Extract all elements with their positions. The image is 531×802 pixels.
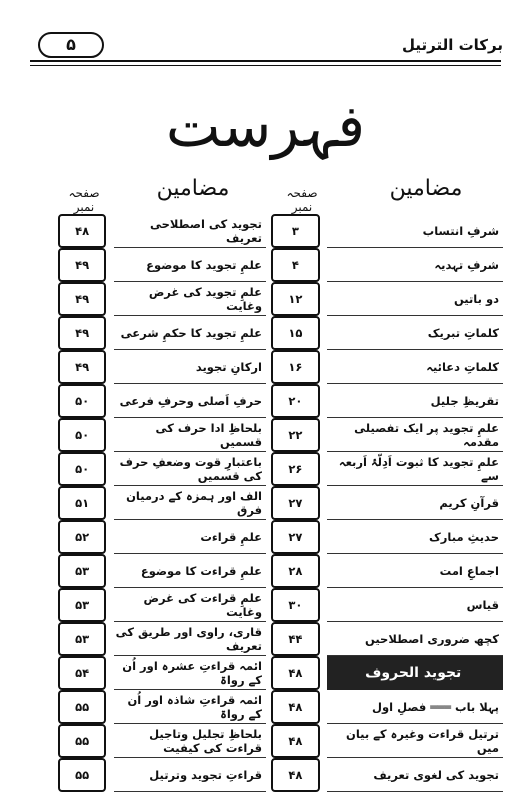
left-topics-heading: مضامین xyxy=(156,176,230,201)
toc-row xyxy=(271,758,503,792)
toc-row xyxy=(58,418,266,452)
toc-topic: قرآنِ کریم xyxy=(327,486,503,520)
row-gap xyxy=(320,350,328,384)
toc-topic: شرفِ انتساب xyxy=(327,214,503,248)
toc-page-number: ۵۰ xyxy=(58,384,106,418)
toc-row xyxy=(58,350,266,384)
toc-topic: حرفِ اَصلی وحرفِ فرعی xyxy=(114,384,266,418)
toc-topic: علمِ قراءت کا موضوع xyxy=(114,554,266,588)
toc-row xyxy=(58,690,266,724)
toc-topic: کلماتِ دعائیہ xyxy=(327,350,503,384)
toc-row xyxy=(58,554,266,588)
toc-row xyxy=(271,486,503,520)
toc-topic: ارکانِ تجوید xyxy=(114,350,266,384)
toc-topic: شرفِ تہدیہ xyxy=(327,248,503,282)
toc-row xyxy=(271,656,503,690)
toc-page-number: ۲۷ xyxy=(271,486,320,520)
row-gap xyxy=(320,520,328,554)
toc-row xyxy=(58,724,266,758)
toc-row xyxy=(271,452,503,486)
row-gap xyxy=(106,418,114,452)
toc-page-number: ۴ xyxy=(271,248,320,282)
row-gap xyxy=(106,588,114,622)
toc-row xyxy=(271,316,503,350)
page-title: فہرست xyxy=(165,92,366,160)
toc-topic: اجماعِ امت xyxy=(327,554,503,588)
toc-topic: دو باتیں xyxy=(327,282,503,316)
toc-page-number: ۵۳ xyxy=(58,622,106,656)
toc-page-number: ۲۶ xyxy=(271,452,320,486)
toc-row xyxy=(58,520,266,554)
toc-row xyxy=(58,248,266,282)
toc-row xyxy=(58,622,266,656)
row-gap xyxy=(320,384,328,418)
toc-page-number: ۴۸ xyxy=(271,724,320,758)
toc-page-number: ۱۶ xyxy=(271,350,320,384)
toc-topic: علمِ قراءت کی غرض وغایت xyxy=(114,588,266,622)
toc-topic: علمِ تجوید کا حکمِ شرعی xyxy=(114,316,266,350)
toc-row xyxy=(271,282,503,316)
toc-topic: باعتبارِ قوت وضعفِ حرف کی قسمیں xyxy=(114,452,266,486)
row-gap xyxy=(320,248,328,282)
toc-topic: قراءتِ تجوید وترتیل xyxy=(114,758,266,792)
row-gap xyxy=(106,520,114,554)
toc-topic: بلحاظِ تجلیل وتاجیل قراءت کی کیفیت xyxy=(114,724,266,758)
row-gap xyxy=(320,724,328,758)
toc-page-number: ۴۹ xyxy=(58,350,106,384)
toc-page-number: ۴۸ xyxy=(271,656,320,690)
toc-page-number: ۲۲ xyxy=(271,418,320,452)
toc-row xyxy=(58,214,266,248)
toc-row xyxy=(271,520,503,554)
toc-page-number: ۲۷ xyxy=(271,520,320,554)
toc-row xyxy=(271,214,503,248)
row-gap xyxy=(106,622,114,656)
toc-page-number: ۱۲ xyxy=(271,282,320,316)
left-toc-table xyxy=(58,214,266,792)
toc-page-number: ۴۸ xyxy=(271,758,320,792)
toc-topic: قاری، راوی اور طریق کی تعریف xyxy=(114,622,266,656)
row-gap xyxy=(320,622,328,656)
toc-row xyxy=(271,554,503,588)
toc-topic: کچھ ضروری اصطلاحیں xyxy=(327,622,503,656)
toc-topic: کلماتِ تبریک xyxy=(327,316,503,350)
row-gap xyxy=(106,758,114,792)
toc-topic: علمِ تجوید پر ایک تفصیلی مقدمہ xyxy=(327,418,503,452)
toc-page-number: ۵۲ xyxy=(58,520,106,554)
toc-page-number: ۴۹ xyxy=(58,316,106,350)
row-gap xyxy=(106,316,114,350)
toc-page-number: ۵۵ xyxy=(58,690,106,724)
toc-row xyxy=(271,418,503,452)
toc-topic: علمِ تجوید کا موضوع xyxy=(114,248,266,282)
toc-topic: ائمہ قراءتِ عشرہ اور اُن کے رواۃ xyxy=(114,656,266,690)
toc-page-number: ۴۹ xyxy=(58,248,106,282)
row-gap xyxy=(320,282,328,316)
toc-topic: علمِ تجوید کی غرض وغایت xyxy=(114,282,266,316)
toc-page-number: ۴۸ xyxy=(271,690,320,724)
left-page-heading: صفحہ نمبر xyxy=(68,186,100,214)
toc-page-number: ۲۸ xyxy=(271,554,320,588)
toc-row xyxy=(58,384,266,418)
toc-page-number: ۵۴ xyxy=(58,656,106,690)
toc-page-number: ۵۳ xyxy=(58,554,106,588)
row-gap xyxy=(320,758,328,792)
toc-row xyxy=(58,588,266,622)
toc-row xyxy=(58,452,266,486)
toc-page-number: ۴۹ xyxy=(58,282,106,316)
toc-row xyxy=(271,384,503,418)
row-gap xyxy=(106,350,114,384)
toc-page-number: ۵۵ xyxy=(58,758,106,792)
toc-row xyxy=(58,316,266,350)
toc-page-number: ۵۰ xyxy=(58,452,106,486)
toc-row xyxy=(58,282,266,316)
row-gap xyxy=(320,656,328,690)
toc-topic: علمِ تجوید کا ثبوت اَدِلّۂ اَربعہ سے xyxy=(327,452,503,486)
toc-topic: بلحاظِ ادا حرف کی قسمیں xyxy=(114,418,266,452)
header-rule xyxy=(30,60,501,66)
toc-page-number: ۲۰ xyxy=(271,384,320,418)
page-header xyxy=(0,0,531,62)
toc-topic: علمِ قراءت xyxy=(114,520,266,554)
toc-topic: تجوید کی اصطلاحی تعریف xyxy=(114,214,266,248)
row-gap xyxy=(106,384,114,418)
toc-row xyxy=(58,486,266,520)
page-number-badge: ۵ xyxy=(38,32,104,58)
toc-topic: پہلا باب ═══ فصلِ اول xyxy=(327,690,503,724)
toc-page-number: ۴۸ xyxy=(58,214,106,248)
right-page-heading: صفحہ نمبر xyxy=(286,186,318,214)
toc-topic: حدیثِ مبارک xyxy=(327,520,503,554)
toc-row xyxy=(271,350,503,384)
toc-row xyxy=(58,758,266,792)
section-heading: تجوید الحروف xyxy=(327,656,503,690)
row-gap xyxy=(320,418,328,452)
toc-topic: الف اور ہمزہ کے درمیان فرق xyxy=(114,486,266,520)
toc-page-number: ۳۰ xyxy=(271,588,320,622)
toc-row xyxy=(271,622,503,656)
row-gap xyxy=(106,690,114,724)
row-gap xyxy=(106,282,114,316)
toc-topic: ترتیل قراءت وغیرہ کے بیان میں xyxy=(327,724,503,758)
toc-page-number: ۱۵ xyxy=(271,316,320,350)
row-gap xyxy=(320,452,328,486)
toc-row xyxy=(271,248,503,282)
row-gap xyxy=(106,554,114,588)
right-topics-heading: مضامین xyxy=(389,176,463,201)
row-gap xyxy=(106,486,114,520)
toc-row xyxy=(58,656,266,690)
toc-page-number: ۵۱ xyxy=(58,486,106,520)
row-gap xyxy=(106,214,114,248)
right-toc-table xyxy=(271,214,503,792)
toc-page-number: ۳ xyxy=(271,214,320,248)
toc-row xyxy=(271,588,503,622)
row-gap xyxy=(106,724,114,758)
toc-topic: قیاس xyxy=(327,588,503,622)
toc-page-number: ۵۵ xyxy=(58,724,106,758)
toc-topic: تقریظِ جلیل xyxy=(327,384,503,418)
row-gap xyxy=(106,656,114,690)
toc-page-number: ۵۰ xyxy=(58,418,106,452)
toc-topic: ائمہ قراءتِ شاذہ اور اُن کے رواۃ xyxy=(114,690,266,724)
toc-topic: تجوید کی لغوی تعریف xyxy=(327,758,503,792)
toc-row xyxy=(271,724,503,758)
row-gap xyxy=(320,690,328,724)
row-gap xyxy=(320,486,328,520)
row-gap xyxy=(320,214,328,248)
row-gap xyxy=(320,554,328,588)
row-gap xyxy=(320,588,328,622)
toc-page-number: ۴۴ xyxy=(271,622,320,656)
row-gap xyxy=(106,452,114,486)
row-gap xyxy=(106,248,114,282)
row-gap xyxy=(320,316,328,350)
running-title: برکات الترتیل xyxy=(402,36,503,54)
toc-page-number: ۵۳ xyxy=(58,588,106,622)
toc-row xyxy=(271,690,503,724)
